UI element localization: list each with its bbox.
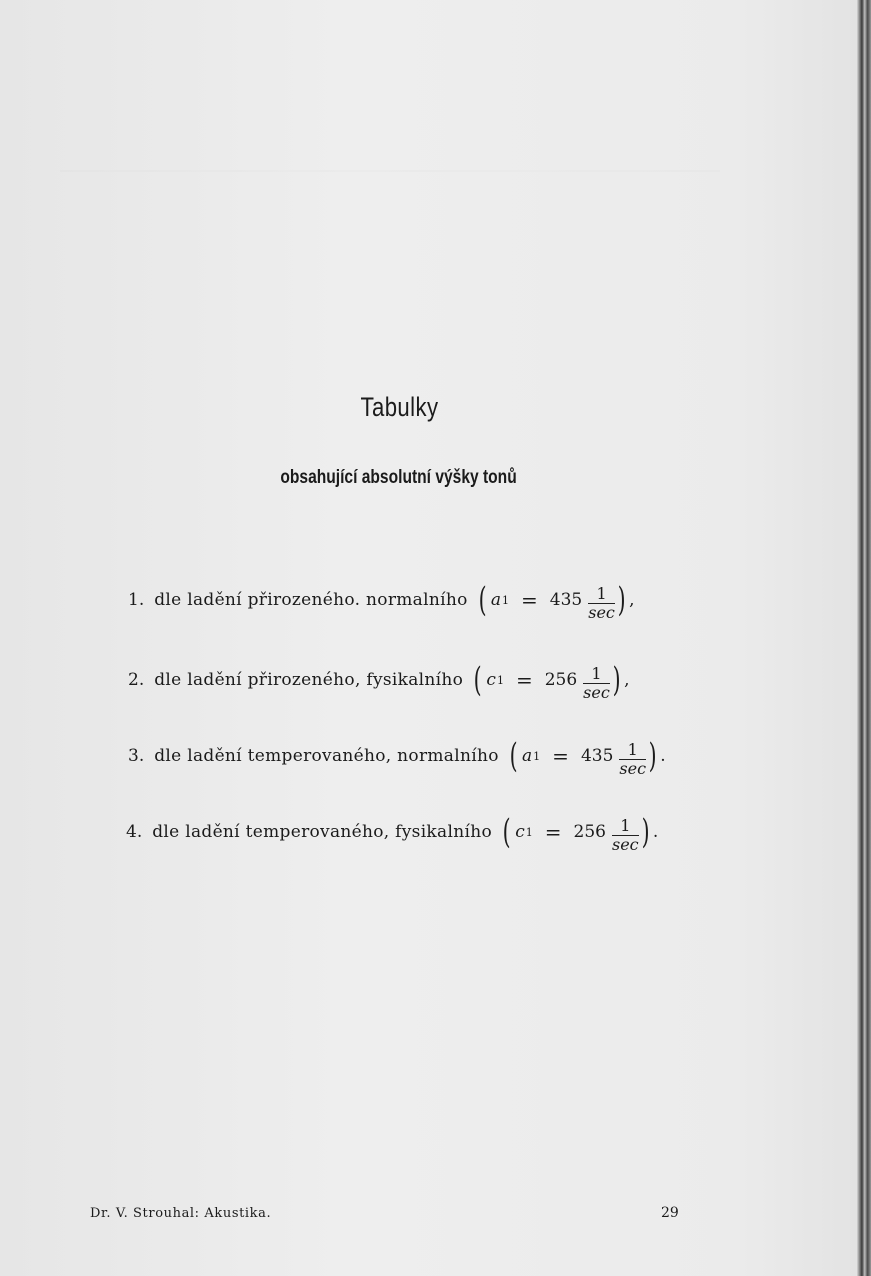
fraction-numerator: 1 [627,739,638,759]
item-text: dle ladění temperovaného, fysikalního [152,822,492,842]
item-number: 4. [126,822,143,842]
formula-superscript: 1 [502,593,510,607]
formula-equals: = [544,820,562,844]
formula-equals: = [515,668,533,692]
page-number: 29 [661,1205,679,1221]
frequency-formula: ( c 1 = 256 $\frac{1}{\sec}$ ) . [502,812,659,854]
frequency-formula: ( a 1 = 435 $\frac{1}{\sec}$ ) . [509,736,666,778]
item-number: 1. [128,590,145,610]
formula-superscript: 1 [496,673,504,687]
formula-value: 256 [573,822,606,842]
footer-author-title: Dr. V. Strouhal: Akustika. [90,1206,272,1221]
fraction-denominator: sec [588,602,615,622]
fraction-numerator: 1 [596,583,607,603]
fraction-numerator: 1 [591,663,602,683]
list-item-1 [128,570,635,630]
formula-variable: a [522,746,533,766]
formula-superscript: 1 [533,749,541,763]
formula-value: 435 [580,746,614,766]
item-text: dle ladění temperovaného, normalního [154,746,499,766]
fraction-denominator: sec [612,834,639,854]
formula-trail: . [660,746,666,766]
formula-variable: a [490,590,502,610]
list-item-4 [126,802,658,862]
list-item-2 [128,650,629,710]
formula-fraction [612,817,639,854]
formula-value: 435 [549,590,583,610]
formula-equals: = [552,744,569,768]
frequency-formula: ( a 1 = 435 $\frac{1}{\sec}$ ) , [478,580,635,622]
formula-fraction [588,585,615,622]
formula-superscript: 1 [525,825,533,839]
fraction-denominator: sec [619,758,647,778]
formula-variable: c [486,670,496,690]
page-edge-shadow [857,0,871,1276]
item-text: dle ladění přirozeného. normalního [154,590,468,610]
formula-trail: . [652,822,659,842]
item-number: 3. [128,746,145,766]
item-text: dle ladění přirozeného, fysikalního [154,670,464,690]
fraction-numerator: 1 [620,815,631,835]
formula-fraction [583,665,610,702]
list-item-3 [128,726,666,786]
formula-trail: , [629,590,635,610]
formula-variable: c [515,822,525,842]
formula-fraction [619,741,646,778]
frequency-formula: ( c 1 = 256 $\frac{1}{\sec}$ ) , [473,660,630,702]
page-title: Tabulky [360,392,439,422]
fraction-denominator: sec [583,682,610,702]
item-number: 2. [128,670,145,690]
page-subtitle: obsahující absolutní výšky tonů [280,467,517,488]
formula-value: 256 [544,670,578,690]
formula-trail: , [624,670,630,690]
formula-equals: = [521,588,538,612]
